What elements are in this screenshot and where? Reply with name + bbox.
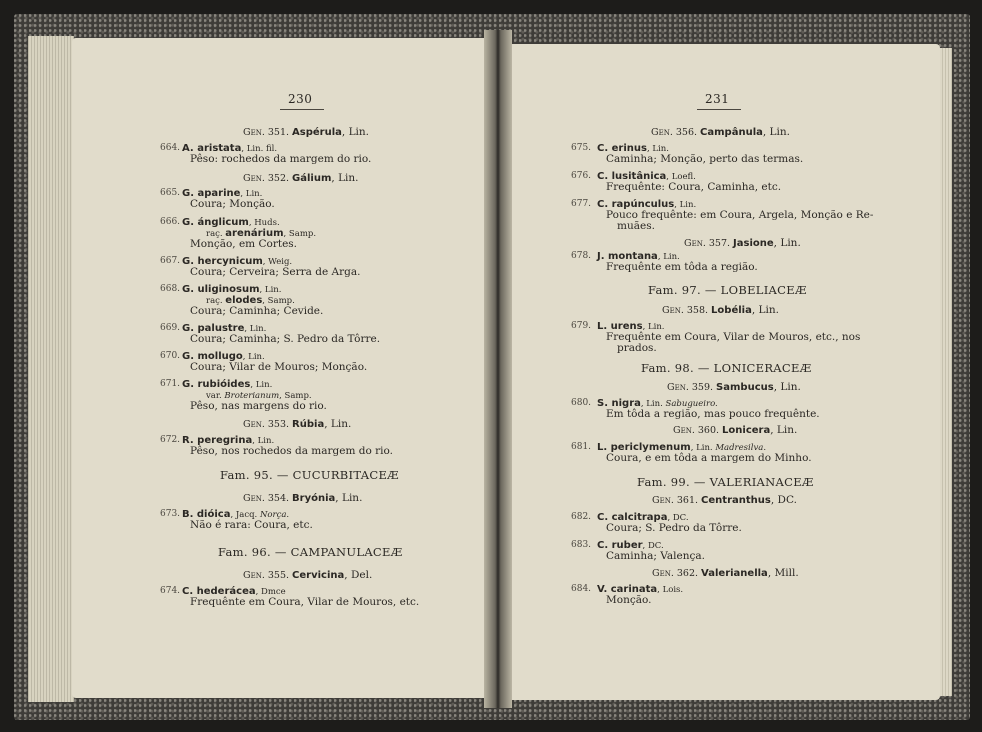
text-run: Em tôda a região, mas pouco frequênte.: [606, 408, 820, 420]
text-run: Frequênte: Coura, Caminha, etc.: [606, 181, 782, 193]
text-run: Monção.: [606, 594, 652, 606]
species-name: Rúbia: [292, 419, 325, 430]
text-line: [606, 522, 742, 535]
text-run: , Lin.: [674, 200, 697, 210]
text-run: , Lin.: [331, 172, 359, 184]
text-line: [667, 381, 801, 394]
text-line: [190, 305, 323, 318]
species-name: L. periclymenum: [597, 442, 691, 453]
family-heading: Fam. 99. — VALERIANACEÆ: [637, 475, 814, 489]
text-line: [243, 418, 351, 431]
species-name: A. aristata: [182, 143, 242, 154]
text-run: , Lin.: [250, 380, 273, 390]
entry-number: 666.: [160, 217, 181, 227]
text-run: Gen. 358.: [662, 305, 712, 316]
text-line: [190, 519, 313, 532]
species-name: C. hederácea: [182, 586, 256, 597]
text-run: Pêso, nos rochedos da margem do rio.: [190, 445, 393, 457]
species-name: Centranthus: [701, 495, 771, 506]
text-run: Caminha; Valença.: [606, 550, 705, 562]
species-name: G. ánglicum: [182, 217, 249, 228]
text-run: , Lois.: [657, 585, 684, 595]
entry-number: 677.: [571, 199, 592, 209]
species-name: Gálium: [292, 173, 332, 184]
text-line: [190, 266, 360, 279]
entry-number: 671.: [160, 379, 181, 389]
text-run: , Samp.: [279, 391, 312, 401]
species-name: G. hercynicum: [182, 256, 263, 267]
entry-number: 667.: [160, 256, 181, 266]
entry-number: 675.: [571, 143, 592, 153]
text-line: [243, 126, 369, 139]
text-run: Frequênte em tôda a região.: [606, 261, 758, 273]
species-name: Lobélia: [711, 305, 752, 316]
species-name: J. montana: [597, 251, 658, 262]
entry-number: 673.: [160, 509, 181, 519]
family-heading: Fam. 95. — CUCURBITACEÆ: [220, 468, 399, 482]
text-line: [220, 469, 399, 483]
entry-number: 681.: [571, 442, 592, 452]
text-run: raç.: [206, 296, 226, 306]
entry-number: 680.: [571, 398, 592, 408]
text-run: , DC.: [770, 494, 797, 506]
text-run: raç.: [206, 229, 226, 239]
text-run: muães.: [617, 220, 655, 232]
text-line: [673, 424, 797, 437]
text-run: Madresilva.: [715, 443, 767, 453]
species-name: arenárium: [225, 228, 284, 239]
species-name: G. aparine: [182, 188, 241, 199]
text-run: Gen. 362.: [652, 568, 702, 579]
text-run: Não é rara: Coura, etc.: [190, 519, 313, 531]
text-run: , DC.: [667, 513, 689, 523]
text-run: , Lin.: [657, 252, 680, 262]
text-run: , Lin.: [690, 443, 716, 453]
text-run: Gen. 354.: [243, 493, 293, 504]
species-name: G. rubióides: [182, 379, 251, 390]
text-run: Coura, e em tôda a margem do Minho.: [606, 452, 812, 464]
text-run: Gen. 360.: [673, 425, 723, 436]
entry-number: 664.: [160, 143, 181, 153]
text-run: var.: [206, 391, 225, 401]
entry-number: 674.: [160, 586, 181, 596]
text-run: Coura; Vilar de Mouros; Monção.: [190, 361, 368, 373]
family-heading: Fam. 98. — LONICERACEÆ: [641, 361, 812, 375]
entry-number: 678.: [571, 251, 592, 261]
text-run: Caminha; Monção, perto das termas.: [606, 153, 804, 165]
species-name: C. calcitrapa: [597, 512, 668, 523]
text-line: [652, 567, 799, 580]
text-line: [190, 445, 393, 458]
text-run: , Lin.: [773, 381, 801, 393]
text-line: [243, 569, 372, 582]
text-run: Coura; S. Pedro da Tôrre.: [606, 522, 742, 534]
text-run: , DC.: [642, 541, 664, 551]
text-run: Gen. 356.: [651, 127, 701, 138]
text-run: Monção, em Cortes.: [190, 238, 298, 250]
text-run: , Lin.: [242, 352, 265, 362]
text-line: [606, 452, 812, 465]
text-line: [243, 172, 359, 185]
text-line: [662, 304, 779, 317]
text-line: [243, 492, 362, 505]
text-run: , Lin.: [646, 144, 669, 154]
text-run: prados.: [617, 342, 657, 354]
species-name: Valerianella: [701, 568, 768, 579]
species-name: R. peregrina: [182, 435, 253, 446]
book-gutter: [484, 30, 512, 708]
species-name: G. uliginosum: [182, 284, 260, 295]
text-line: [684, 237, 801, 250]
species-name: V. carinata: [597, 584, 658, 595]
entry-number: 676.: [571, 171, 592, 181]
text-line: [637, 476, 814, 490]
text-run: Pêso, nas margens do rio.: [190, 400, 327, 412]
species-name: Lonicera: [722, 425, 771, 436]
family-heading: Fam. 96. — CAMPANULACEÆ: [218, 545, 403, 559]
text-run: , Lin.: [341, 126, 370, 138]
entry-number: 669.: [160, 323, 181, 333]
family-heading: Fam. 97. — LOBELIACEÆ: [648, 283, 807, 297]
text-line: [606, 408, 820, 421]
text-run: Gen. 355.: [243, 570, 293, 581]
text-line: [617, 220, 655, 233]
text-run: , Lin.: [244, 324, 267, 334]
entry-number: 670.: [160, 351, 181, 361]
text-run: Frequênte em Coura, Vilar de Mouros, etc.: [190, 596, 420, 608]
species-name: C. erinus: [597, 143, 647, 154]
text-run: , Lin.: [762, 126, 790, 138]
species-name: C. rapúnculus: [597, 199, 675, 210]
text-run: Gen. 353.: [243, 419, 293, 430]
species-name: elodes: [225, 295, 263, 306]
text-line: [606, 153, 803, 166]
species-name: G. palustre: [182, 323, 245, 334]
text-line: [218, 546, 403, 560]
text-run: Pêso: rochedos da margem do rio.: [190, 153, 372, 165]
text-line: [190, 238, 297, 251]
text-run: , Lin.: [259, 285, 282, 295]
text-run: , Huds.: [248, 218, 280, 228]
text-run: Coura; Caminha; Cevide.: [190, 305, 324, 317]
entry-number: 683.: [571, 540, 592, 550]
text-run: , Lin.: [773, 237, 801, 249]
text-line: [641, 362, 812, 376]
text-run: , Lin.: [324, 418, 352, 430]
text-run: Sabugueiro.: [665, 399, 718, 409]
text-run: , Lin.: [252, 436, 275, 446]
page-number-left: 230: [288, 92, 313, 106]
text-run: Norça.: [259, 510, 290, 520]
text-run: Coura; Monção.: [190, 198, 275, 210]
entry-number: 682.: [571, 512, 592, 522]
species-name: B. dióica: [182, 509, 231, 520]
species-name: Bryónia: [292, 493, 336, 504]
text-line: [652, 494, 797, 507]
text-run: , Del.: [344, 569, 373, 581]
species-name: Aspérula: [292, 127, 342, 138]
entry-number: 665.: [160, 188, 181, 198]
species-name: C. ruber: [597, 540, 643, 551]
page-edges-left: [28, 36, 74, 702]
text-line: [190, 333, 380, 346]
text-run: Frequênte em Coura, Vilar de Mouros, etc., nos: [606, 331, 861, 343]
species-name: Jasione: [733, 238, 774, 249]
text-line: [190, 361, 367, 374]
species-name: C. lusitânica: [597, 171, 667, 182]
page-number-right: 231: [705, 92, 730, 106]
text-run: Pouco frequênte: em Coura, Argela, Monção e Re-: [606, 209, 874, 221]
text-line: [606, 181, 781, 194]
text-line: [648, 284, 807, 298]
text-run: Gen. 361.: [652, 495, 702, 506]
species-name: L. urens: [597, 321, 643, 332]
text-line: [606, 550, 705, 563]
entry-number: 679.: [571, 321, 592, 331]
text-run: , Lin.: [770, 424, 798, 436]
text-run: , Samp.: [262, 296, 295, 306]
text-run: , Lin.: [751, 304, 779, 316]
text-run: Broterianum: [224, 391, 280, 401]
text-run: , Jacq.: [230, 510, 260, 520]
text-run: , Lin.: [642, 322, 665, 332]
text-run: , Lin.: [335, 492, 363, 504]
species-name: Campânula: [700, 127, 763, 138]
entry-number: 672.: [160, 435, 181, 445]
text-run: Gen. 352.: [243, 173, 293, 184]
text-run: , Loefl.: [666, 172, 696, 182]
text-line: [617, 342, 657, 355]
species-name: Sambucus: [716, 382, 774, 393]
text-run: , Dmce: [255, 587, 286, 597]
species-name: S. nigra: [597, 398, 641, 409]
text-run: , Samp.: [283, 229, 317, 239]
text-line: [651, 126, 790, 139]
text-run: Gen. 359.: [667, 382, 717, 393]
text-line: [190, 198, 275, 211]
text-line: [606, 594, 651, 607]
text-run: , Lin.: [240, 189, 263, 199]
text-run: Coura; Caminha; S. Pedro da Tôrre.: [190, 333, 381, 345]
text-run: Coura; Cerveira; Serra de Arga.: [190, 266, 361, 278]
text-line: [606, 261, 758, 274]
text-run: Gen. 351.: [243, 127, 293, 138]
text-run: , Lin. fil.: [241, 144, 278, 154]
text-run: Gen. 357.: [684, 238, 734, 249]
text-run: , Weig.: [262, 257, 293, 267]
entry-number: 684.: [571, 584, 592, 594]
entry-number: 668.: [160, 284, 181, 294]
species-name: G. mollugo: [182, 351, 243, 362]
text-line: [190, 153, 371, 166]
text-run: , Lin.: [640, 399, 666, 409]
species-name: Cervicina: [292, 570, 345, 581]
text-line: [190, 596, 419, 609]
text-line: [190, 400, 327, 413]
text-run: , Mill.: [767, 567, 799, 579]
